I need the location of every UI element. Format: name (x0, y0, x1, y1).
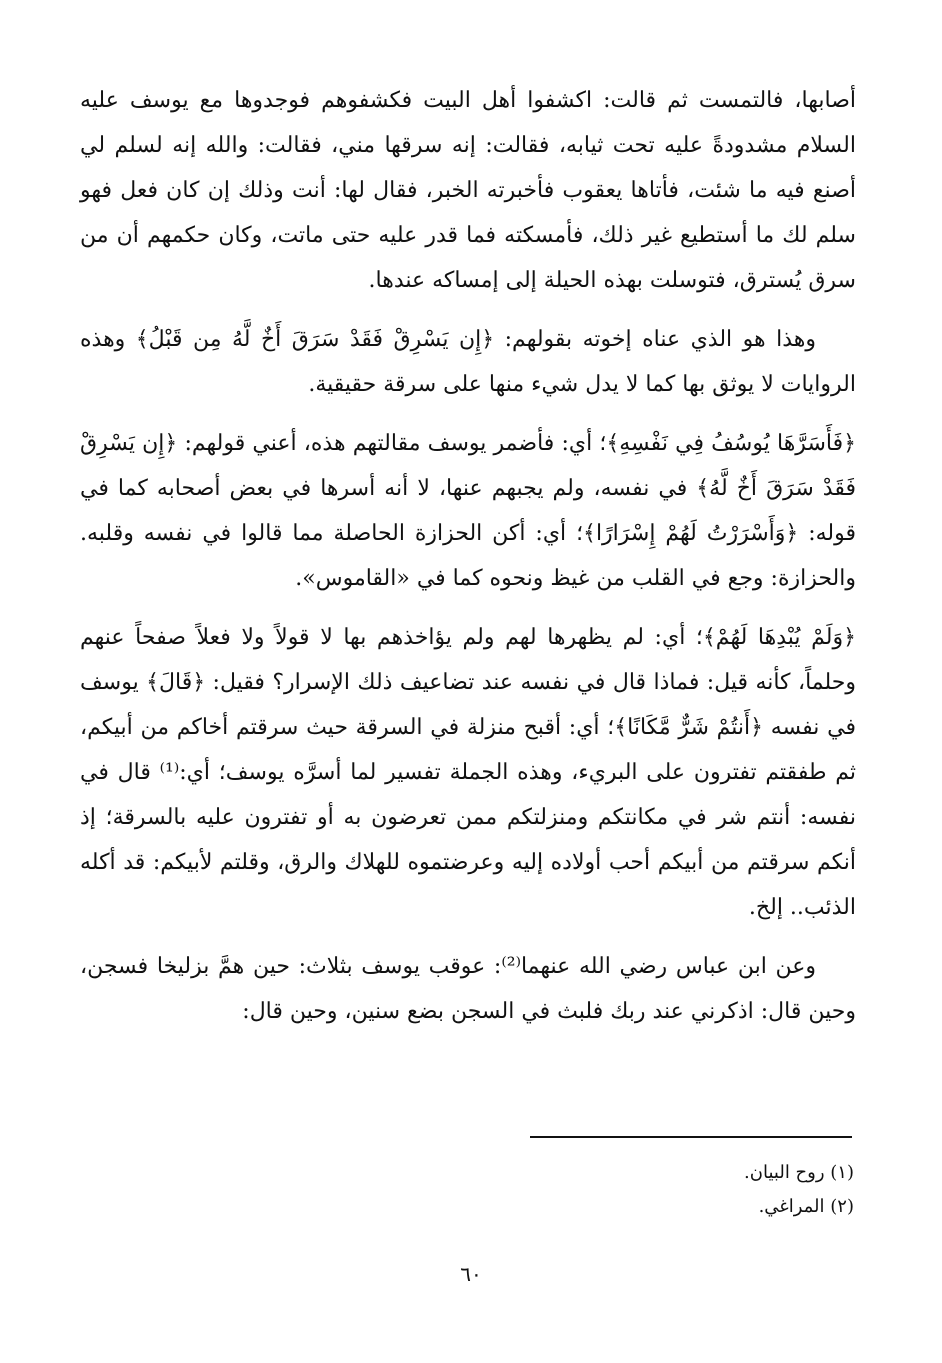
footnote: (١) روح البيان. (744, 1162, 854, 1183)
paragraph: ﴿فَأَسَرَّهَا يُوسُفُ فِي نَفْسِهِ﴾؛ أي: فأضمر يوسف مقالتهم هذه، أعني قولهم: ﴿إِن يَسْرِقْ فَقَدْ سَرَقَ أَخٌ لَّهُ﴾ في نفسه، ولم يجبهم عنها، لا أنه أسرها في بعض أصحابه كما في قوله: ﴿وَأَسْرَرْتُ لَهُمْ إِسْرَارًا﴾؛ أي: أكن الحزازة الحاصلة مما قالوا في نفسه وقلبه. والحزازة: وجع في القلب من غيظ ونحوه كما في «القاموس». (80, 431, 856, 591)
footnote-separator (530, 1136, 852, 1138)
paragraph: وعن ابن عباس رضي الله عنهما⁽²⁾: عوقب يوسف بثلاث: حين همَّ بزليخا فسجن، وحين قال: اذكرني عند ربك فلبث في السجن بضع سنين، وحين قال: (80, 954, 856, 1024)
footnote: (٢) المراغي. (758, 1196, 854, 1217)
paragraph: ﴿وَلَمْ يُبْدِهَا لَهُمْ﴾؛ أي: لم يظهرها لهم ولم يؤاخذهم بها لا قولاً ولا فعلاً صفحاً عنهم وحلماً، كأنه قيل: فماذا قال في نفسه عند تضاعيف ذلك الإسرار؟ فقيل: ﴿قَالَ﴾ يوسف في نفسه ﴿أَنتُمْ شَرٌّ مَّكَانًا﴾؛ أي: أقبح منزلة في السرقة حيث سرقتم أخاكم من أبيكم، ثم طفقتم تفترون على البريء، وهذه الجملة تفسير لما أسرَّه يوسف؛ أي:⁽¹⁾ قال في نفسه: أنتم شر في مكانتكم ومنزلتكم ممن تعرضون به أو تفترون عليه بالسرقة؛ إذ أنكم سرقتم من أبيكم أحب أولاده إليه وعرضتموه للهلاك والرق، وقلتم لأبيكم: قد أكله الذئب.. إلخ. (80, 625, 856, 920)
page-number: ٦٠ (460, 1262, 482, 1286)
page-body (80, 78, 856, 1034)
footnotes (354, 1156, 854, 1224)
paragraph: وهذا هو الذي عناه إخوته بقولهم: ﴿إِن يَسْرِقْ فَقَدْ سَرَقَ أَخٌ لَّهُ مِن قَبْلُ﴾ وهذه الروايات لا يوثق بها كما لا يدل شيء منها على سرقة حقيقية. (80, 327, 856, 397)
paragraph: أصابها، فالتمست ثم قالت: اكشفوا أهل البيت فكشفوهم فوجدوها مع يوسف عليه السلام مشدودةً عليه تحت ثيابه، فقالت: إنه سرقها مني، فقالت: والله إنه لسلم لي أصنع فيه ما شئت، فأتاها يعقوب فأخبرته الخبر، فقال لها: أنت وذلك إن كان فعل فهو سلم لك ما أستطيع غير ذلك، فأمسكته فما قدر عليه حتى ماتت، وكان حكمهم أن من سرق يُسترق، فتوسلت بهذه الحيلة إلى إمساكه عندها. (80, 88, 856, 293)
